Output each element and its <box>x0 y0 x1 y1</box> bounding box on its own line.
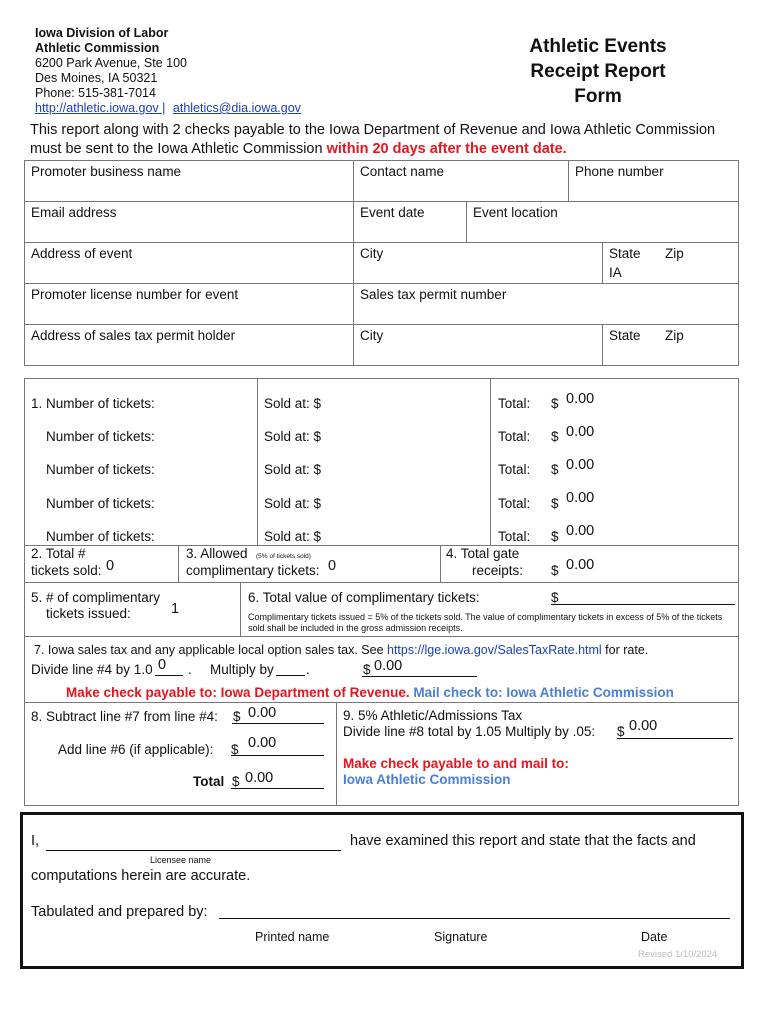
ticket-row-total[interactable]: 0.00 <box>566 523 595 539</box>
ticket-row-total-label: Total: <box>498 429 531 444</box>
zip-field[interactable]: Zip <box>665 246 684 261</box>
allowed-note: (5% of tickets sold) <box>256 553 311 560</box>
date-caption: Date <box>641 930 668 944</box>
state2-field[interactable]: State <box>609 328 641 343</box>
dollar-sign: $ <box>551 396 559 411</box>
dollar-sign: $ <box>617 724 625 739</box>
line8-label: 8. Subtract line #7 from line #4: <box>31 709 218 724</box>
total-sold-label2: tickets sold: <box>31 563 102 578</box>
check-instructions <box>66 685 674 701</box>
contact-name-field[interactable]: Contact name <box>360 164 445 179</box>
check2-red: Make check payable to and mail to: <box>343 756 569 771</box>
state-label: State <box>609 246 641 261</box>
gate-label: 4. Total gate <box>446 546 520 561</box>
i-label: I, <box>31 833 40 849</box>
email-link[interactable]: athletics@dia.iowa.gov <box>172 101 301 115</box>
tabulated-input[interactable] <box>219 918 730 919</box>
dollar-sign: $ <box>231 742 239 757</box>
comp-value-label: 6. Total value of complimentary tickets: <box>248 590 480 605</box>
sales-tax-link[interactable]: https://lge.iowa.gov/SalesTaxRate.html <box>387 643 602 657</box>
org-address1: 6200 Park Avenue, Ste 100 <box>35 56 187 70</box>
line9-underline <box>617 738 733 739</box>
line8-value[interactable]: 0.00 <box>248 705 277 721</box>
sales-tax-permit-field[interactable]: Sales tax permit number <box>360 287 507 302</box>
dollar-sign: $ <box>232 774 240 789</box>
title-line2: Receipt Report <box>530 61 666 82</box>
licensee-name-caption: Licensee name <box>150 855 212 865</box>
line7-divide: Divide line #4 by 1.0 <box>31 662 153 677</box>
dollar-sign: $ <box>551 563 559 578</box>
ticket-row-total-label: Total: <box>498 462 531 477</box>
ticket-row-label: Number of tickets: <box>46 496 155 511</box>
ticket-row-total-label: Total: <box>498 396 531 411</box>
revised-date: Revised 1/10/2024 <box>638 949 718 960</box>
dollar-sign: $ <box>363 662 371 677</box>
title-line1: Athletic Events <box>529 36 667 57</box>
ticket-row-total-label: Total: <box>498 529 531 544</box>
line7-multiply: Multiply by <box>210 662 274 677</box>
total-label: Total <box>193 774 225 789</box>
zip2-field[interactable]: Zip <box>665 328 684 343</box>
dollar-sign: $ <box>551 429 559 444</box>
multiply-input[interactable] <box>276 675 305 676</box>
add6-underline <box>231 755 324 756</box>
title-line3: Form <box>574 86 622 107</box>
examined-text: have examined this report and state that the facts and <box>350 833 696 849</box>
event-date-field[interactable]: Event date <box>360 205 425 220</box>
dollar-sign: $ <box>551 496 559 511</box>
total-value[interactable]: 0.00 <box>245 770 274 786</box>
comp-issued-label2: tickets issued: <box>46 606 131 621</box>
comp-note: Complimentary tickets issued = 5% of the tickets sold. The value of complimentary tickets in excess of 5% of the tickets sold shall be included in the gross admission receipts. <box>248 612 723 633</box>
form-title <box>508 34 688 109</box>
dollar-sign: $ <box>233 709 241 724</box>
allowed-value[interactable]: 0 <box>328 558 337 574</box>
ticket-row-sold-at[interactable]: Sold at: $ <box>264 462 322 477</box>
intro-text <box>30 121 750 159</box>
mail-to-blue: Mail check to: Iowa Athletic Commission <box>413 685 674 700</box>
org-links <box>35 101 301 116</box>
intro-body: This report along with 2 checks payable to the Iowa Department of Revenue and Iowa Athletic Commission must be sent to the Iowa Athletic Commission <box>30 122 716 157</box>
comp-issued-label: 5. # of complimentary <box>31 590 161 605</box>
dollar-sign: $ <box>551 529 559 544</box>
event-location-field[interactable]: Event location <box>473 205 558 220</box>
computations-text: computations herein are accurate. <box>31 868 251 884</box>
org-phone: Phone: 515-381-7014 <box>35 86 156 100</box>
licensee-name-input[interactable] <box>46 850 341 851</box>
period: . <box>188 662 192 677</box>
tabulated-label: Tabulated and prepared by: <box>31 904 208 920</box>
ticket-row-sold-at[interactable]: Sold at: $ <box>264 429 322 444</box>
line7-underline <box>362 676 477 677</box>
ticket-row-sold-at[interactable]: Sold at: $ <box>264 396 322 411</box>
ticket-row-label: Number of tickets: <box>46 462 155 477</box>
total-sold-value[interactable]: 0 <box>106 558 115 574</box>
signature-caption: Signature <box>434 930 488 944</box>
ticket-row-label: Number of tickets: <box>46 529 155 544</box>
promoter-license-field[interactable]: Promoter license number for event <box>31 287 239 302</box>
check-payable-red: Make check payable to: Iowa Department of Revenue. <box>66 685 410 700</box>
line7-suffix: for rate. <box>601 643 649 657</box>
city2-field[interactable]: City <box>360 328 384 343</box>
ticket-row-total-label: Total: <box>498 496 531 511</box>
add6-label: Add line #6 (if applicable): <box>58 742 214 757</box>
website-link[interactable]: http://athletic.iowa.gov | <box>35 101 166 115</box>
email-address-field[interactable]: Email address <box>31 205 117 220</box>
divide-underline <box>155 675 183 676</box>
ticket-row-total[interactable]: 0.00 <box>566 490 595 506</box>
total-sold-label: 2. Total # <box>31 546 86 561</box>
gate-label2: receipts: <box>472 563 524 578</box>
intro-deadline: within 20 days after the event date. <box>326 141 567 157</box>
line9-label2: Divide line #8 total by 1.05 Multiply by .05: <box>343 724 596 739</box>
line7-body: 7. Iowa sales tax and any applicable local option sales tax. See <box>34 643 387 657</box>
line9-label: 9. 5% Athletic/Admissions Tax <box>343 708 523 723</box>
allowed-label2: complimentary tickets: <box>186 563 320 578</box>
line9-value[interactable]: 0.00 <box>629 718 658 734</box>
city-field[interactable]: City <box>360 246 384 261</box>
org-address2: Des Moines, IA 50321 <box>35 71 158 85</box>
printed-name-caption: Printed name <box>255 930 330 944</box>
ticket-row-sold-at[interactable]: Sold at: $ <box>264 496 322 511</box>
promoter-business-name-field[interactable]: Promoter business name <box>31 164 182 179</box>
org-name: Iowa Division of Labor <box>35 26 169 40</box>
dollar-sign: $ <box>551 590 559 605</box>
ticket-row-total[interactable]: 0.00 <box>566 391 595 407</box>
allowed-label: 3. Allowed <box>186 546 248 561</box>
period: . <box>306 662 310 677</box>
total-underline <box>231 788 324 789</box>
line7-value[interactable]: 0.00 <box>374 658 403 674</box>
dollar-sign: $ <box>551 462 559 477</box>
line8-underline <box>232 723 324 724</box>
check2-blue: Iowa Athletic Commission <box>343 772 511 787</box>
comp-value-input[interactable] <box>551 604 735 605</box>
line7-text <box>34 642 648 658</box>
ticket-row-label: Number of tickets: <box>46 429 155 444</box>
line7-divide-value[interactable]: 0 <box>158 657 167 673</box>
gate-value[interactable]: 0.00 <box>566 557 595 573</box>
address-of-event-field[interactable]: Address of event <box>31 246 133 261</box>
phone-number-field[interactable]: Phone number <box>575 164 664 179</box>
org-division: Athletic Commission <box>35 41 160 55</box>
add6-value[interactable]: 0.00 <box>248 735 277 751</box>
sales-tax-holder-address-field[interactable]: Address of sales tax permit holder <box>31 328 236 343</box>
state-value[interactable]: IA <box>609 265 622 280</box>
ticket-row-sold-at[interactable]: Sold at: $ <box>264 529 322 544</box>
comp-issued-value[interactable]: 1 <box>171 601 180 617</box>
ticket-row-total[interactable]: 0.00 <box>566 457 595 473</box>
ticket-row-total[interactable]: 0.00 <box>566 424 595 440</box>
ticket-row-label: 1. Number of tickets: <box>31 396 155 411</box>
